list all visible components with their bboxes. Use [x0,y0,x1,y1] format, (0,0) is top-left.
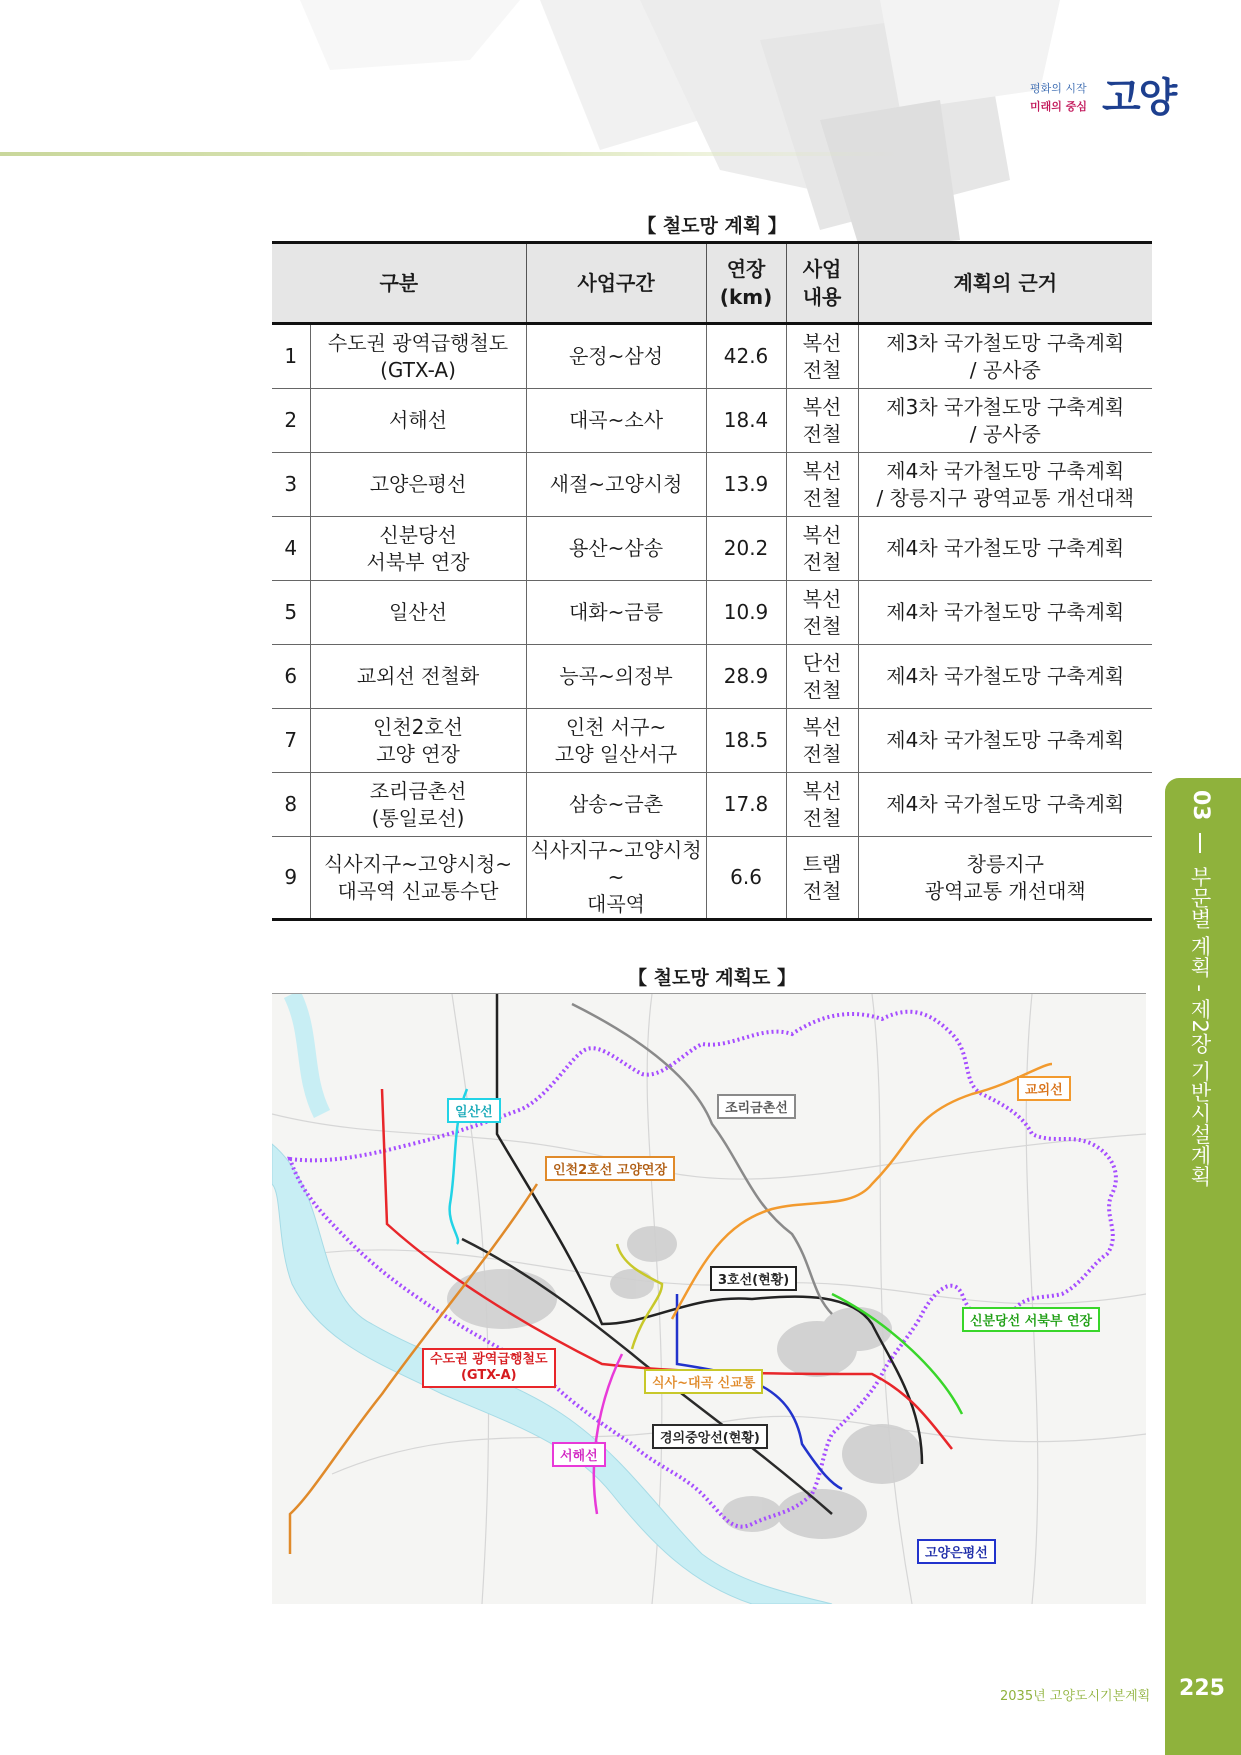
row-type: 복선 전철 [786,389,858,453]
row-type: 복선 전철 [786,453,858,517]
map-label-sinbundang: 신분당선 서북부 연장 [962,1307,1100,1332]
railway-plan-table [272,241,1152,921]
row-length: 42.6 [706,324,786,389]
row-section: 인천 서구~ 고양 일산서구 [526,709,706,773]
col-header-section: 사업구간 [526,243,706,324]
chapter-separator [1199,833,1201,853]
header-rule [0,152,900,156]
row-name: 조리금촌선 (통일로선) [310,773,526,837]
table-row [272,453,1152,517]
row-name: 인천2호선 고양 연장 [310,709,526,773]
row-type: 복선 전철 [786,773,858,837]
table-caption: 【 철도망 계획 】 [637,215,787,237]
row-basis: 제3차 국가철도망 구축계획 / 공사중 [858,389,1152,453]
map-caption: 【 철도망 계획도 】 [628,967,796,989]
row-type: 트램 전철 [786,837,858,920]
table-row [272,709,1152,773]
row-type: 복선 전철 [786,517,858,581]
row-name: 고양은평선 [310,453,526,517]
footer-plan-title: 2035년 고양도시기본계획 [1000,1689,1151,1704]
map-label-gtx: 수도권 광역급행철도 (GTX-A) [422,1348,556,1388]
table-row [272,389,1152,453]
row-basis: 창릉지구 광역교통 개선대책 [858,837,1152,920]
map-label-gyooe: 교외선 [1017,1076,1071,1101]
row-section: 식사지구~고양시청~ 대곡역 [526,837,706,920]
row-basis: 제4차 국가철도망 구축계획 / 창릉지구 광역교통 개선대책 [858,453,1152,517]
row-number: 6 [272,645,310,709]
row-number: 1 [272,324,310,389]
col-header-type: 사업 내용 [786,243,858,324]
row-length: 18.4 [706,389,786,453]
row-number: 7 [272,709,310,773]
row-section: 능곡~의정부 [526,645,706,709]
goyang-logo [1030,52,1180,132]
row-length: 28.9 [706,645,786,709]
row-basis: 제4차 국가철도망 구축계획 [858,645,1152,709]
table-row [272,517,1152,581]
col-header-category: 구분 [272,243,526,324]
row-number: 3 [272,453,310,517]
railway-network-map [272,993,1146,1604]
row-number: 9 [272,837,310,920]
map-label-siksa: 식사~대곡 신교통 [644,1369,763,1394]
row-name: 수도권 광역급행철도 (GTX-A) [310,324,526,389]
map-svg [272,994,1146,1604]
map-label-line3: 3호선(현황) [710,1266,797,1291]
row-length: 17.8 [706,773,786,837]
row-length: 10.9 [706,581,786,645]
row-basis: 제3차 국가철도망 구축계획 / 공사중 [858,324,1152,389]
table-row [272,773,1152,837]
row-section: 용산~삼송 [526,517,706,581]
row-name: 서해선 [310,389,526,453]
row-type: 복선 전철 [786,581,858,645]
map-label-seohae: 서해선 [552,1442,606,1467]
row-section: 삼송~금촌 [526,773,706,837]
table-header-row [272,243,1152,324]
row-number: 5 [272,581,310,645]
row-length: 20.2 [706,517,786,581]
row-number: 4 [272,517,310,581]
row-type: 복선 전철 [786,709,858,773]
row-type: 단선 전철 [786,645,858,709]
row-name: 교외선 전철화 [310,645,526,709]
map-label-incheon2: 인천2호선 고양연장 [545,1156,675,1181]
row-basis: 제4차 국가철도망 구축계획 [858,581,1152,645]
row-section: 운정~삼성 [526,324,706,389]
logo-slogan-2: 미래의 중심 [1030,100,1087,113]
row-name: 일산선 [310,581,526,645]
table-row [272,324,1152,389]
logo-slogan-1: 평화의 시작 [1030,82,1087,95]
row-section: 대화~금릉 [526,581,706,645]
row-length: 18.5 [706,709,786,773]
row-basis: 제4차 국가철도망 구축계획 [858,709,1152,773]
map-label-ilsan: 일산선 [447,1098,501,1123]
map-label-goyangeunpyeong: 고양은평선 [917,1539,996,1564]
row-section: 새절~고양시청 [526,453,706,517]
row-number: 2 [272,389,310,453]
table-row [272,581,1152,645]
row-length: 13.9 [706,453,786,517]
table-row [272,645,1152,709]
row-name: 식사지구~고양시청~ 대곡역 신교통수단 [310,837,526,920]
chapter-number: 03 [1188,790,1213,821]
row-basis: 제4차 국가철도망 구축계획 [858,773,1152,837]
page-number: 225 [1179,1676,1225,1701]
chapter-title: 부문별 계획 - 제2장 기반시설계획 [1188,866,1212,1187]
map-label-joriguemchon: 조리금촌선 [717,1094,796,1119]
row-basis: 제4차 국가철도망 구축계획 [858,517,1152,581]
col-header-length: 연장 (km) [706,243,786,324]
row-type: 복선 전철 [786,324,858,389]
row-section: 대곡~소사 [526,389,706,453]
col-header-basis: 계획의 근거 [858,243,1152,324]
chapter-side-text [1175,790,1215,1270]
map-label-gyeongui: 경의중앙선(현황) [652,1424,768,1449]
logo-wordmark: 고양 [1102,74,1176,121]
table-row [272,837,1152,920]
row-number: 8 [272,773,310,837]
row-length: 6.6 [706,837,786,920]
row-name: 신분당선 서북부 연장 [310,517,526,581]
